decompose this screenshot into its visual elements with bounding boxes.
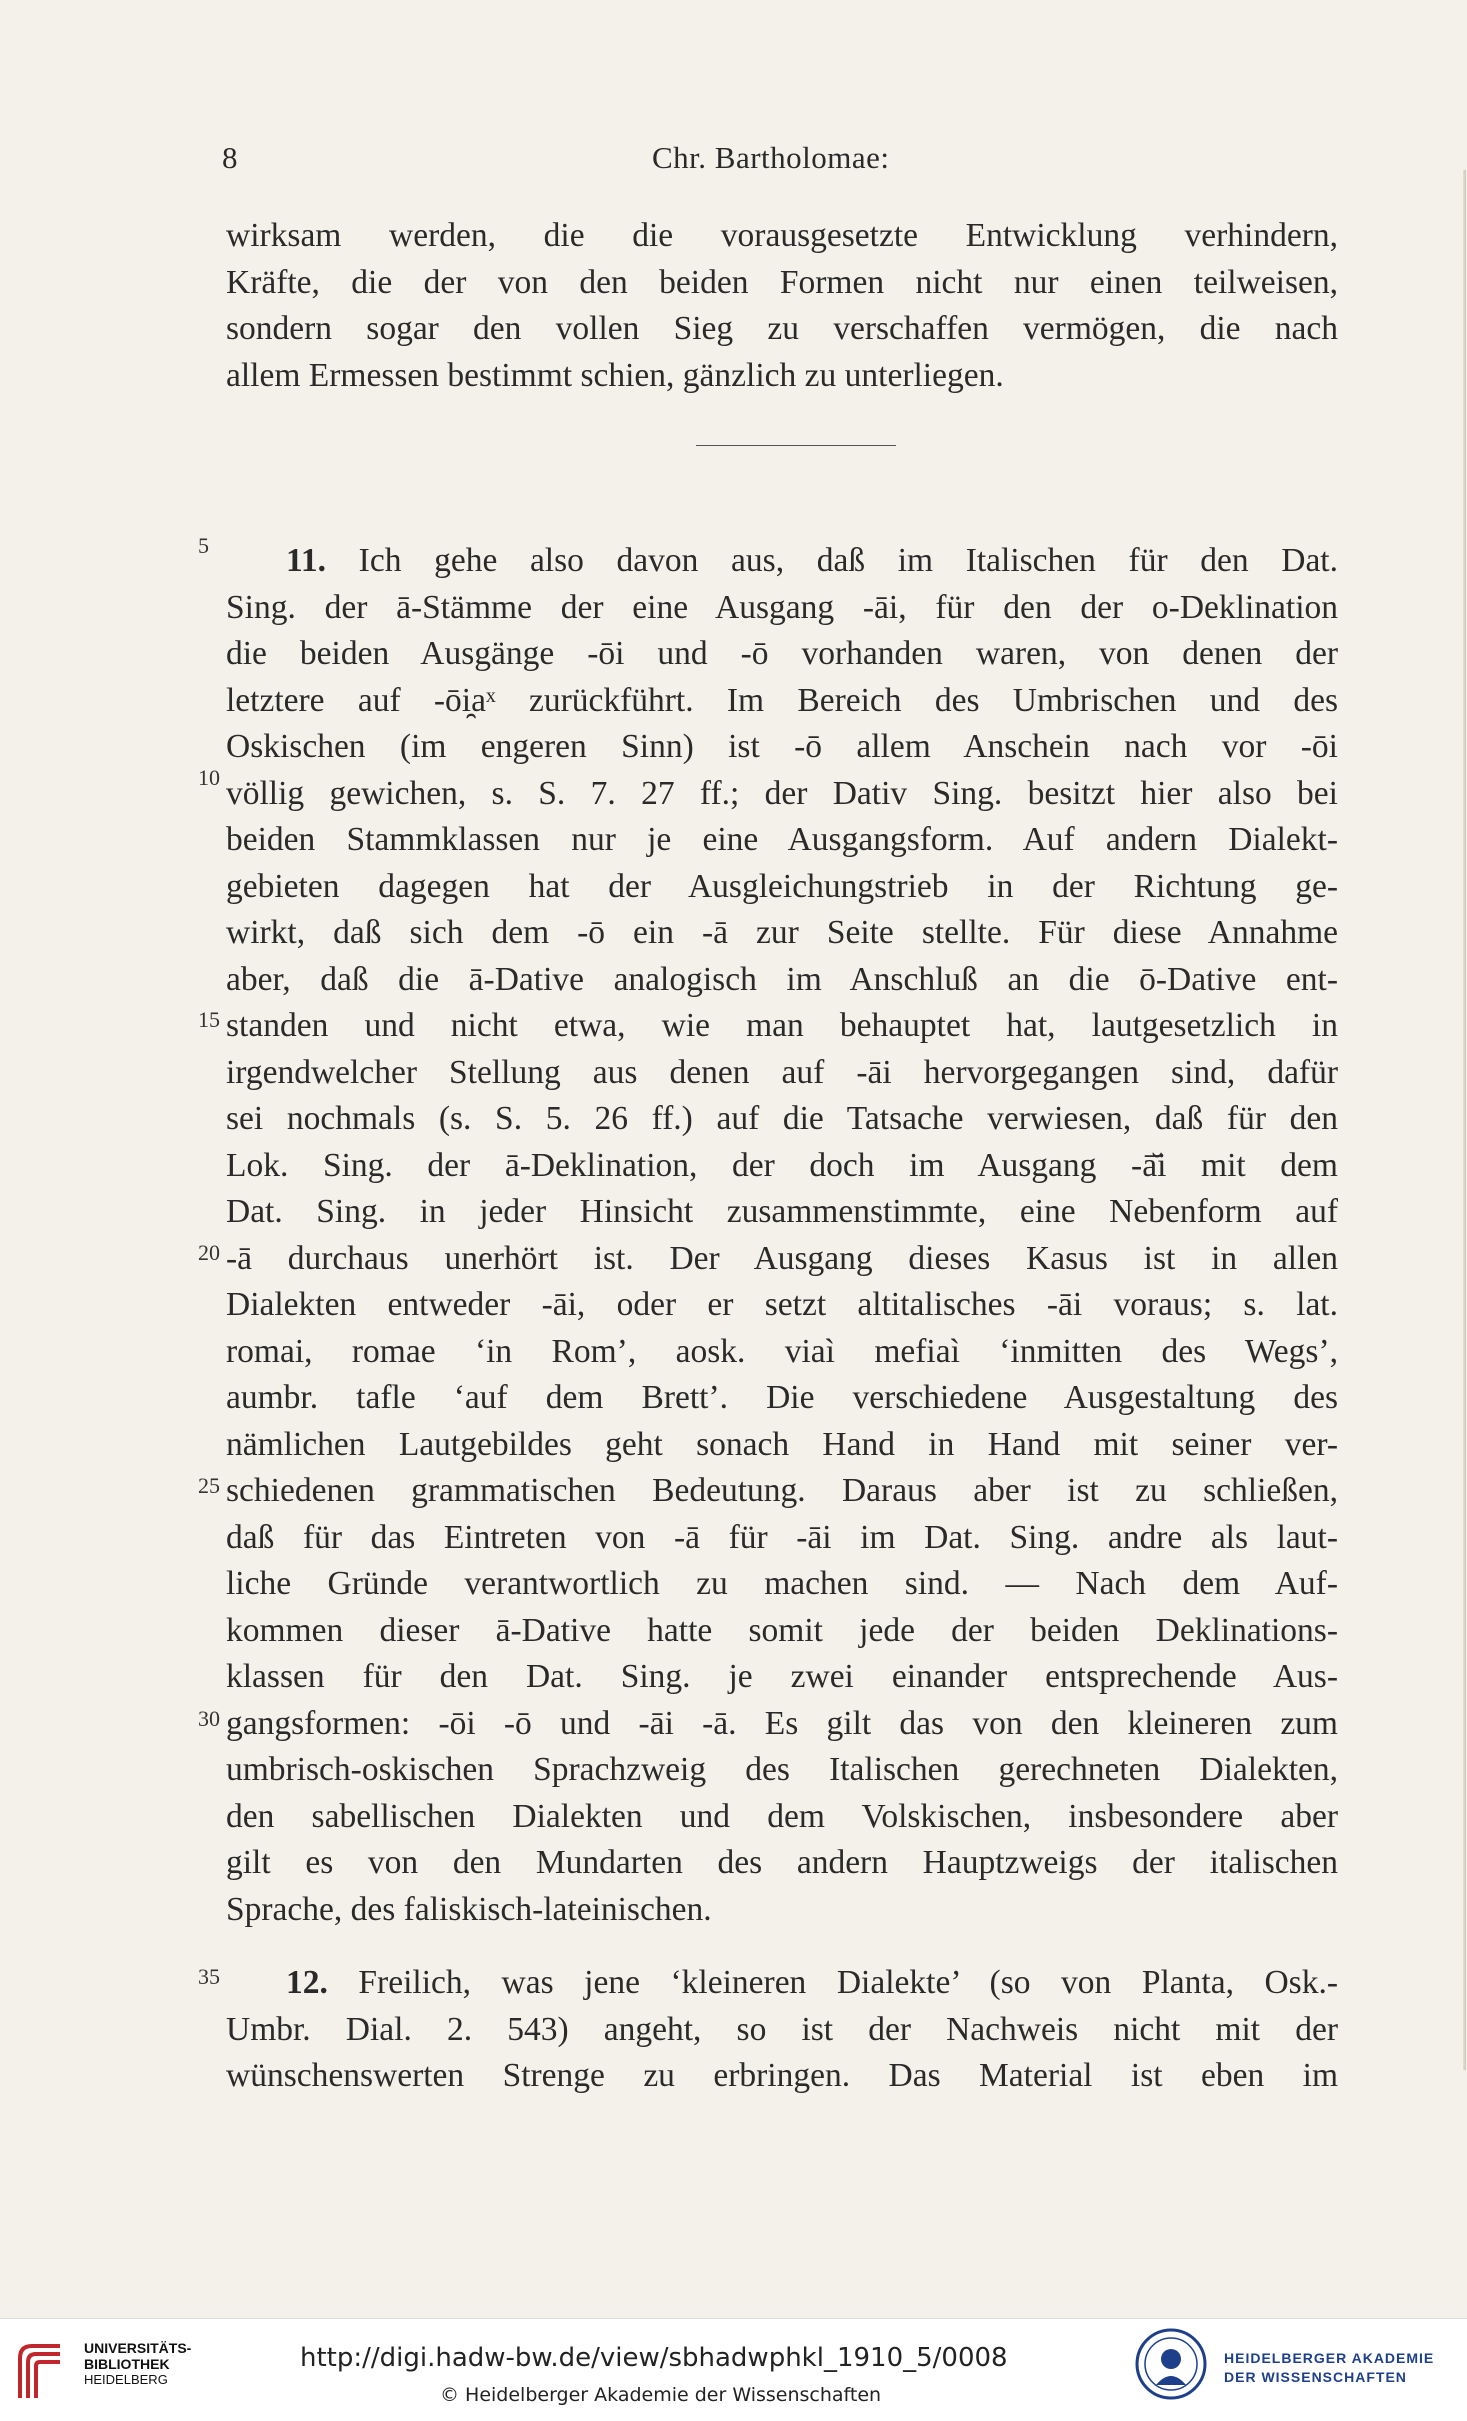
academy-seal-icon <box>1134 2327 1208 2401</box>
text-line: daß für das Eintreten von -ā für -āi im Dat. Sing. andre als laut- <box>226 1518 1338 1556</box>
section-number: 12. <box>286 1964 328 2001</box>
text-line: aber, daß die ā-Dative analogisch im Anschluß an die ō-Dative ent- <box>226 960 1338 998</box>
university-library-logo-icon <box>14 2338 66 2404</box>
line-number: 5 <box>198 533 209 558</box>
text-line: die beiden Ausgänge -ōi und -ō vorhanden waren, von denen der <box>226 635 1338 672</box>
page-edge-shadow <box>1463 170 1466 2070</box>
line-number: 20 <box>198 1240 220 1265</box>
paragraph-gap <box>226 1933 1338 1960</box>
text-line: kommen dieser ā-Dative hatte somit jede der beiden Deklinations- <box>226 1611 1338 1649</box>
copyright-notice: © Heidelberger Akademie der Wissenschaften <box>440 2384 882 2406</box>
library-name: UNIVERSITÄTS- BIBLIOTHEK HEIDELBERG <box>84 2340 192 2387</box>
body-text <box>226 213 1338 2100</box>
section-divider <box>696 445 896 446</box>
text-line: aumbr. tafle ‘auf dem Brett’. Die verschiedene Ausgestaltung des <box>226 1379 1338 1416</box>
line-number: 30 <box>198 1706 220 1731</box>
text-line: standen und nicht etwa, wie man behauptet hat, lautgesetzlich in <box>226 1007 1338 1044</box>
text-line: Dat. Sing. in jeder Hinsicht zusammenstimmte, eine Nebenform auf <box>226 1193 1338 1230</box>
text-line: Sing. der ā-Stämme der eine Ausgang -āi, für den der o-Deklination <box>226 588 1338 626</box>
section-number: 11. <box>286 542 327 579</box>
section-11 <box>226 538 1338 1933</box>
text-line: wünschenswerten Strenge zu erbringen. Das Material ist eben im <box>226 2057 1338 2094</box>
text-line: 12. Freilich, was jene ‘kleineren Dialekte’ (so von Planta, Osk.- <box>286 1964 1338 2001</box>
text-line: Umbr. Dial. 2. 543) angeht, so ist der Nachweis nicht mit der <box>226 2010 1338 2048</box>
academy-name: HEIDELBERGER AKADEMIE DER WISSENSCHAFTEN <box>1224 2350 1435 2385</box>
text-line: letztere auf -ōi̯aˣ zurückführt. Im Bereich des Umbrischen und des <box>226 681 1338 719</box>
text-line: Sprache, des faliskisch-lateinischen. <box>226 1890 712 1928</box>
text-line: nämlichen Lautgebildes geht sonach Hand in Hand mit seiner ver- <box>226 1425 1338 1463</box>
text-line: schiedenen grammatischen Bedeutung. Daraus aber ist zu schließen, <box>226 1472 1338 1509</box>
line-number: 35 <box>198 1964 220 1989</box>
line-number: 15 <box>198 1007 220 1032</box>
intro-paragraph <box>226 213 1338 399</box>
text-line: den sabellischen Dialekten und dem Volskischen, insbesondere aber <box>226 1797 1338 1835</box>
page-header <box>222 140 1338 180</box>
text-line: beiden Stammklassen nur je eine Ausgangsform. Auf andern Dialekt- <box>226 821 1338 858</box>
text-line: Kräfte, die der von den beiden Formen nicht nur einen teilweisen, <box>226 263 1338 301</box>
text-line: umbrisch-oskischen Sprachzweig des Italischen gerechneten Dialekten, <box>226 1751 1338 1788</box>
text-line: sei nochmals (s. S. 5. 26 ff.) auf die Tatsache verwiesen, daß für den <box>226 1100 1338 1137</box>
text-line: sondern sogar den vollen Sieg zu verschaffen vermögen, die nach <box>226 310 1338 347</box>
text-line: -ā durchaus unerhört ist. Der Ausgang dieses Kasus ist in allen <box>226 1239 1338 1277</box>
line-number: 10 <box>198 765 220 790</box>
text-line: liche Gründe verantwortlich zu machen sind. — Nach dem Auf- <box>226 1565 1338 1602</box>
line-number: 25 <box>198 1473 220 1498</box>
permalink-url[interactable]: http://digi.hadw-bw.de/view/sbhadwphkl_1910_5/0008 <box>300 2343 1008 2373</box>
text-line: klassen für den Dat. Sing. je zwei einander entsprechende Aus- <box>226 1658 1338 1695</box>
text-line: wirksam werden, die die vorausgesetzte Entwicklung verhindern, <box>226 217 1338 254</box>
text-line: gebieten dagegen hat der Ausgleichungstrieb in der Richtung ge- <box>226 867 1338 905</box>
text-line: gilt es von den Mundarten des andern Hauptzweigs der italischen <box>226 1844 1338 1881</box>
text-line: wirkt, daß sich dem -ō ein -ā zur Seite stellte. Für diese Annahme <box>226 914 1338 951</box>
text-line: romai, romae ‘in Rom’, aosk. viaì mefiaì ‘inmitten des Wegs’, <box>226 1332 1338 1370</box>
section-12 <box>226 1960 1338 2100</box>
section-break <box>226 399 1338 538</box>
text-line: gangsformen: -ōi -ō und -āi -ā. Es gilt das von den kleineren zum <box>226 1704 1338 1742</box>
text-line: 11. Ich gehe also davon aus, daß im Italischen für den Dat. <box>286 542 1338 579</box>
text-line: völlig gewichen, s. S. 7. 27 ff.; der Dativ Sing. besitzt hier also bei <box>226 774 1338 812</box>
text-line: Dialekten entweder -āi, oder er setzt altitalisches -āi voraus; s. lat. <box>226 1286 1338 1323</box>
page-number: 8 <box>222 140 238 175</box>
text-line: Lok. Sing. der ā-Deklination, der doch im Ausgang -ā̆i mit dem <box>226 1146 1338 1184</box>
text-line: Oskischen (im engeren Sinn) ist -ō allem Anschein nach vor -ōi <box>226 728 1338 765</box>
text-line: irgendwelcher Stellung aus denen auf -āi hervorgegangen sind, dafür <box>226 1053 1338 1091</box>
text-line: allem Ermessen bestimmt schien, gänzlich zu unterliegen. <box>226 356 1004 394</box>
running-title: Chr. Bartholomae: <box>652 140 890 175</box>
